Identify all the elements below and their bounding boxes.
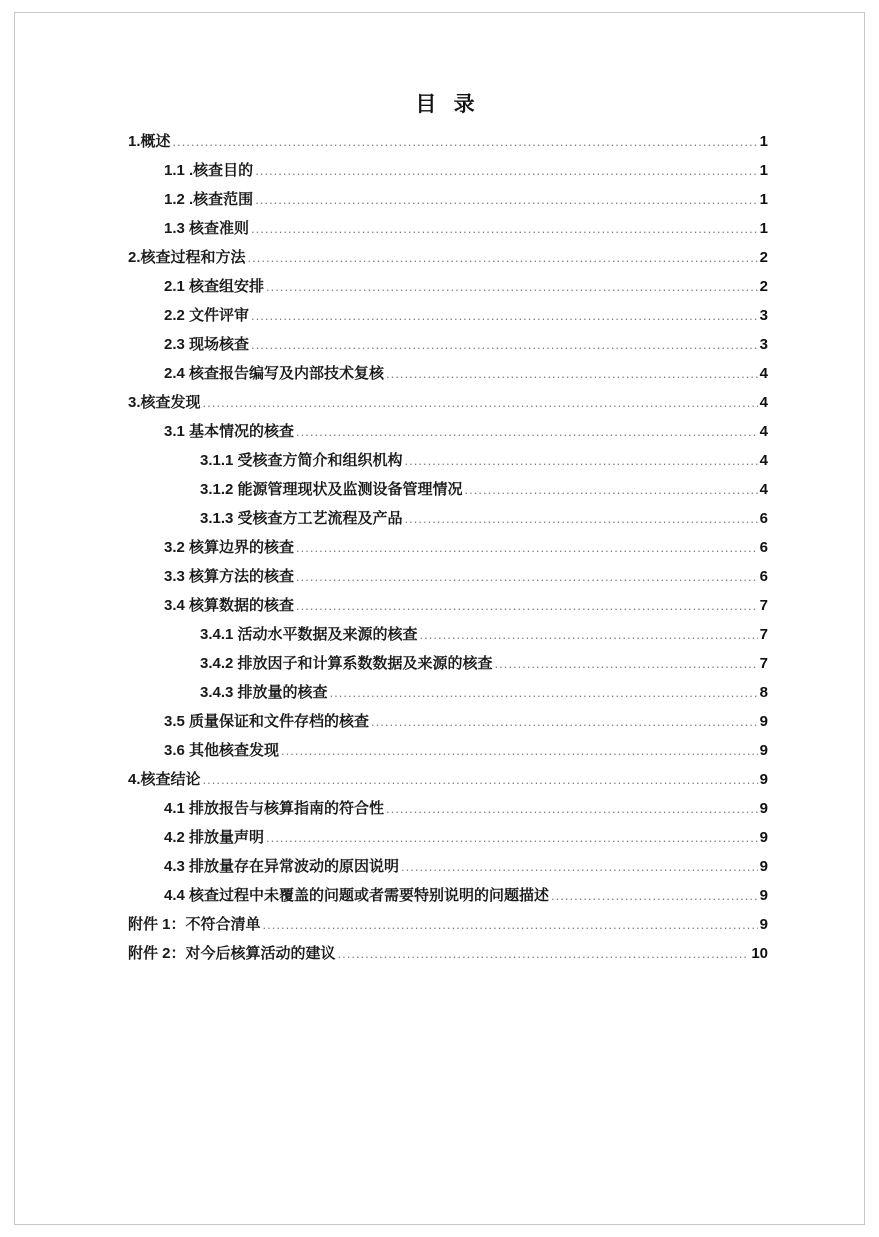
toc-leader-dots [551,888,758,903]
toc-list [128,134,768,961]
toc-entry[interactable] [164,888,768,903]
toc-leader-dots [263,917,758,932]
toc-leader-dots [296,598,758,613]
toc-entry-label: 3.6 其他核查发现 [164,742,280,759]
toc-entry[interactable] [128,917,768,932]
toc-entry-page-number: 9 [759,713,768,730]
toc-entry-page-number: 1 [759,220,768,237]
toc-entry-page-number: 6 [759,510,768,527]
toc-leader-dots [255,192,757,207]
toc-leader-dots [371,714,758,729]
toc-entry-label: 1.3 核查准则 [164,220,250,237]
toc-entry-label: 1.概述 [128,133,171,150]
toc-entry-page-number: 3 [759,307,768,324]
toc-entry-label: 3.4.1 活动水平数据及来源的核查 [200,626,418,643]
toc-entry[interactable] [128,134,768,149]
toc-leader-dots [203,395,758,410]
toc-entry-page-number: 4 [759,481,768,498]
toc-entry[interactable] [164,279,768,294]
toc-entry-page-number: 4 [759,394,768,411]
toc-leader-dots [203,772,758,787]
toc-leader-dots [266,830,758,845]
toc-entry-label: 3.1 基本情况的核查 [164,423,295,440]
toc-entry[interactable] [128,395,768,410]
toc-entry-label: 3.1.2 能源管理现状及监测设备管理情况 [200,481,463,498]
toc-entry-label: 2.3 现场核查 [164,336,250,353]
toc-entry-label: 3.1.3 受核查方工艺流程及产品 [200,510,403,527]
toc-content [128,88,768,975]
toc-entry-label: 4.核查结论 [128,771,201,788]
toc-leader-dots [405,511,758,526]
toc-entry-label: 2.2 文件评审 [164,307,250,324]
toc-entry[interactable] [164,221,768,236]
toc-entry[interactable] [200,656,768,671]
toc-entry[interactable] [164,569,768,584]
toc-leader-dots [420,627,758,642]
toc-entry-page-number: 8 [759,684,768,701]
toc-leader-dots [296,540,758,555]
toc-entry-page-number: 9 [759,771,768,788]
toc-leader-dots [248,250,758,265]
toc-entry[interactable] [200,685,768,700]
toc-leader-dots [330,685,758,700]
toc-entry[interactable] [164,192,768,207]
toc-entry[interactable] [164,598,768,613]
toc-entry[interactable] [164,308,768,323]
toc-entry[interactable] [164,714,768,729]
toc-entry-page-number: 6 [759,568,768,585]
toc-leader-dots [251,221,758,236]
toc-entry-label: 3.1.1 受核查方简介和组织机构 [200,452,403,469]
toc-entry-label: 2.1 核查组安排 [164,278,265,295]
toc-entry[interactable] [200,482,768,497]
toc-entry-page-number: 7 [759,626,768,643]
toc-entry-label: 4.4 核查过程中未覆盖的问题或者需要特别说明的问题描述 [164,887,550,904]
toc-entry-page-number: 3 [759,336,768,353]
toc-entry-label: 3.4 核算数据的核查 [164,597,295,614]
toc-entry[interactable] [200,627,768,642]
toc-entry[interactable] [200,511,768,526]
toc-entry[interactable] [164,830,768,845]
toc-entry-page-number: 7 [759,655,768,672]
toc-entry-page-number: 1 [759,191,768,208]
toc-entry-label: 1.2 .核查范围 [164,191,254,208]
toc-entry-page-number: 9 [759,829,768,846]
toc-entry[interactable] [164,337,768,352]
toc-entry-page-number: 4 [759,452,768,469]
toc-entry[interactable] [164,540,768,555]
toc-entry-label: 4.3 排放量存在异常波动的原因说明 [164,858,400,875]
toc-entry-label: 1.1 .核查目的 [164,162,254,179]
toc-leader-dots [495,656,758,671]
toc-entry-page-number: 9 [759,916,768,933]
toc-entry-label: 4.2 排放量声明 [164,829,265,846]
toc-entry-page-number: 10 [751,945,768,962]
toc-leader-dots [401,859,758,874]
toc-leader-dots [281,743,758,758]
toc-entry-label: 附件 1：不符合清单 [128,916,261,933]
toc-leader-dots [405,453,758,468]
toc-entry-page-number: 9 [759,887,768,904]
toc-entry-label: 附件 2：对今后核算活动的建议 [128,945,336,962]
toc-entry-label: 3.4.3 排放量的核查 [200,684,328,701]
toc-entry-label: 2.4 核查报告编写及内部技术复核 [164,365,385,382]
toc-entry-page-number: 7 [759,597,768,614]
toc-entry[interactable] [164,859,768,874]
toc-entry-label: 3.3 核算方法的核查 [164,568,295,585]
toc-entry[interactable] [164,366,768,381]
toc-entry-page-number: 4 [759,365,768,382]
toc-entry-page-number: 2 [759,278,768,295]
toc-entry-label: 3.核查发现 [128,394,201,411]
toc-entry[interactable] [164,163,768,178]
toc-leader-dots [296,424,758,439]
toc-entry[interactable] [128,946,768,961]
toc-leader-dots [386,801,758,816]
toc-entry[interactable] [164,801,768,816]
toc-entry[interactable] [164,743,768,758]
toc-entry-label: 2.核查过程和方法 [128,249,246,266]
toc-entry-page-number: 2 [759,249,768,266]
toc-entry-page-number: 1 [759,133,768,150]
toc-entry-page-number: 9 [759,800,768,817]
toc-leader-dots [338,946,750,961]
toc-entry-label: 4.1 排放报告与核算指南的符合性 [164,800,385,817]
toc-leader-dots [266,279,758,294]
toc-leader-dots [173,134,758,149]
toc-leader-dots [255,163,757,178]
toc-entry[interactable] [164,424,768,439]
toc-entry-page-number: 4 [759,423,768,440]
toc-entry[interactable] [128,250,768,265]
toc-entry-page-number: 9 [759,858,768,875]
toc-entry-page-number: 6 [759,539,768,556]
toc-entry-label: 3.4.2 排放因子和计算系数数据及来源的核查 [200,655,493,672]
toc-entry-label: 3.2 核算边界的核查 [164,539,295,556]
toc-leader-dots [296,569,758,584]
toc-entry-label: 3.5 质量保证和文件存档的核查 [164,713,370,730]
toc-leader-dots [386,366,758,381]
toc-leader-dots [251,337,758,352]
toc-entry-page-number: 1 [759,162,768,179]
page-title: 目 录 [415,92,481,116]
toc-entry-page-number: 9 [759,742,768,759]
toc-entry[interactable] [128,772,768,787]
toc-entry[interactable] [200,453,768,468]
toc-leader-dots [465,482,758,497]
toc-leader-dots [251,308,758,323]
